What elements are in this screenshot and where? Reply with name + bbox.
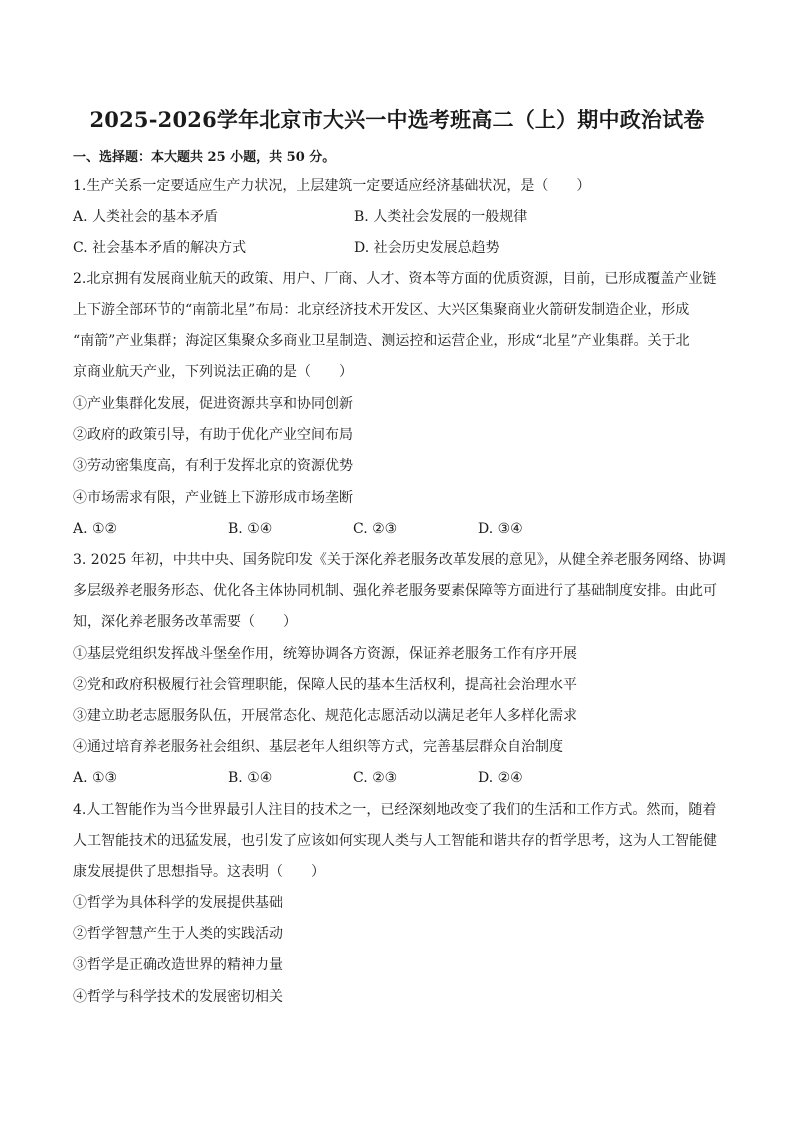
q3-item-2: ②党和政府积极履行社会管理职能，保障人民的基本生活权利，提高社会治理水平 <box>73 677 577 693</box>
q4-item-1: ①哲学为具体科学的发展提供基础 <box>73 895 283 911</box>
q3-stem-line: 知，深化养老服务改革需要（ ） <box>73 614 297 630</box>
q2-stem-line: “南箭”产业集群；海淀区集聚众多商业卫星制造、测运控和运营企业，形成“北星”产业集群。关于北 <box>73 333 690 349</box>
q3-option-d: D. ②④ <box>478 770 523 786</box>
page-title: 2025-2026学年北京市大兴一中选考班高二（上）期中政治试卷 <box>89 107 705 132</box>
q3-option-a: A. ①③ <box>73 770 118 786</box>
q3-stem-line: 多层级养老服务形态、优化各主体协同机制、强化养老服务要素保障等方面进行了基础制度安排。由此可 <box>73 583 717 599</box>
q3-option-b: B. ①④ <box>228 770 273 786</box>
q4-item-3: ③哲学是正确改造世界的精神力量 <box>73 957 283 973</box>
q1-option-a: A. 人类社会的基本矛盾 <box>73 209 219 225</box>
q4-stem-line: 4.人工智能作为当今世界最引人注目的技术之一，已经深刻地改变了我们的生活和工作方式。然而，随着 <box>73 802 717 818</box>
q1-option-b: B. 人类社会发展的一般规律 <box>354 209 528 225</box>
q3-option-c: C. ②③ <box>353 770 398 786</box>
q4-stem-line: 人工智能技术的迅猛发展，也引发了应该如何实现人类与人工智能和谐共存的哲学思考，这为人工智能健 <box>73 833 717 849</box>
q3-item-3: ③建立助老志愿服务队伍，开展常态化、规范化志愿活动以满足老年人多样化需求 <box>73 708 577 724</box>
q2-item-1: ①产业集群化发展，促进资源共享和协同创新 <box>73 396 353 412</box>
q1-option-d: D. 社会历史发展总趋势 <box>354 240 500 256</box>
q4-item-4: ④哲学与科学技术的发展密切相关 <box>73 989 283 1005</box>
q2-stem-line: 上下游全部环节的“南箭北星”布局：北京经济技术开发区、大兴区集聚商业火箭研发制造企业，形成 <box>73 302 690 318</box>
q3-item-4: ④通过培育养老服务社会组织、基层老年人组织等方式，完善基层群众自治制度 <box>73 739 563 755</box>
q3-stem-line: 3. 2025 年初，中共中央、国务院印发《关于深化养老服务改革发展的意见》，从健全养老服务网络、协调 <box>73 552 726 568</box>
q2-option-c: C. ②③ <box>353 521 398 537</box>
q2-option-d: D. ③④ <box>478 521 523 537</box>
q2-item-3: ③劳动密集度高，有利于发挥北京的资源优势 <box>73 458 353 474</box>
q1-option-c: C. 社会基本矛盾的解决方式 <box>73 240 247 256</box>
q2-stem-line: 2.北京拥有发展商业航天的政策、用户、厂商、人才、资本等方面的优质资源，目前，已形成覆盖产业链 <box>73 271 717 287</box>
q3-item-1: ①基层党组织发挥战斗堡垒作用，统筹协调各方资源，保证养老服务工作有序开展 <box>73 646 577 662</box>
q4-stem-line: 康发展提供了思想指导。这表明（ ） <box>73 864 325 880</box>
q1-stem: 1.生产关系一定要适应生产力状况，上层建筑一定要适应经济基础状况，是（ ） <box>73 178 591 194</box>
q2-option-a: A. ①② <box>73 521 118 537</box>
q2-option-b: B. ①④ <box>228 521 273 537</box>
section-heading: 一、选择题：本大题共 25 小题，共 50 分。 <box>73 150 336 165</box>
q4-item-2: ②哲学智慧产生于人类的实践活动 <box>73 926 283 942</box>
q2-stem-line: 京商业航天产业，下列说法正确的是（ ） <box>73 364 353 380</box>
q2-item-2: ②政府的政策引导，有助于优化产业空间布局 <box>73 427 353 443</box>
q2-item-4: ④市场需求有限，产业链上下游形成市场垄断 <box>73 490 353 506</box>
